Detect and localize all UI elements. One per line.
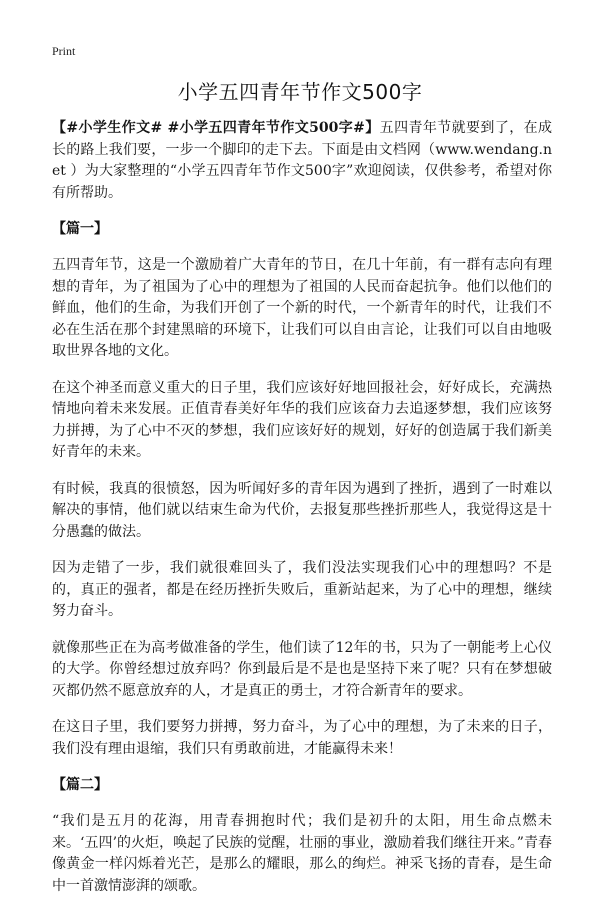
paragraph: 五四青年节，这是一个激励着广大青年的节日，在几十年前，有一群有志向有理想的青年，为了祖国为了心中的理想为了祖国的人民而奋起抗争。他们以他们的鲜血，他们的生命，为我们开创了一个新的时代，一个新青年的时代，让我们不必在生活在那个封建黑暗的环境下，让我们可以自由言论，让我们可以自由地吸取世界各地的文化。 <box>52 257 552 359</box>
intro-text: 五四青年节就要到了，在成长的路上我们要，一步一个脚印的走下去。下面是由文档网（www.wendang.net ）为大家整理的“小学五四青年节作文500字”欢迎阅读，仅供参考，希望对你有所帮助。 <box>52 120 552 201</box>
print-link[interactable]: Print <box>52 44 76 58</box>
section-heading: 【篇一】 <box>52 221 108 237</box>
intro-paragraph <box>52 118 552 204</box>
intro-tag: 【#小学生作文# #小学五四青年节作文500字#】 <box>52 120 380 136</box>
paragraph: 因为走错了一步，我们就很难回头了，我们没法实现我们心中的理想吗？不是的，真正的强者，都是在经历挫折失败后，重新站起来，为了心中的理想，继续努力奋斗。 <box>52 560 552 619</box>
paragraph: 在这日子里，我们要努力拼搏，努力奋斗，为了心中的理想，为了未来的日子，我们没有理由退缩，我们只有勇敢前进，才能赢得未来！ <box>52 719 552 757</box>
paragraph: “我们是五月的花海，用青春拥抱时代；我们是初升的太阳，用生命点燃未来。‘五四’的火炬，唤起了民族的觉醒，壮丽的事业，激励着我们继往开来。”青春像黄金一样闪烁着光芒，是那么的耀眼，那么的绚烂。神采飞扬的青春，是生命中一首激情澎湃的颂歌。 <box>52 813 552 894</box>
paragraph: 有时候，我真的很愤怒，因为听闻好多的青年因为遇到了挫折，遇到了一时难以解决的事情，他们就以结束生命为代价，去报复那些挫折那些人，我觉得这是十分愚蠢的做法。 <box>52 480 552 540</box>
article-body <box>52 118 552 912</box>
paragraph: 在这个神圣而意义重大的日子里，我们应该好好地回报社会，好好成长，充满热情地向着未来发展。正值青春美好年华的我们应该奋力去追逐梦想，我们应该努力拼搏，为了心中不灭的梦想，我们应该好好的规划，好好的创造属于我们新美好青年的未来。 <box>52 379 552 460</box>
section-heading: 【篇二】 <box>52 777 108 793</box>
page-title: 小学五四青年节作文500字 <box>177 80 423 104</box>
paragraph: 就像那些正在为高考做准备的学生，他们读了12年的书，只为了一朝能考上心仪的大学。你曾经想过放弃吗？你到最后是不是也是坚持下来了呢？只有在梦想破灭都仍然不愿意放弃的人，才是真正的勇士，才符合新青年的要求。 <box>52 639 552 699</box>
